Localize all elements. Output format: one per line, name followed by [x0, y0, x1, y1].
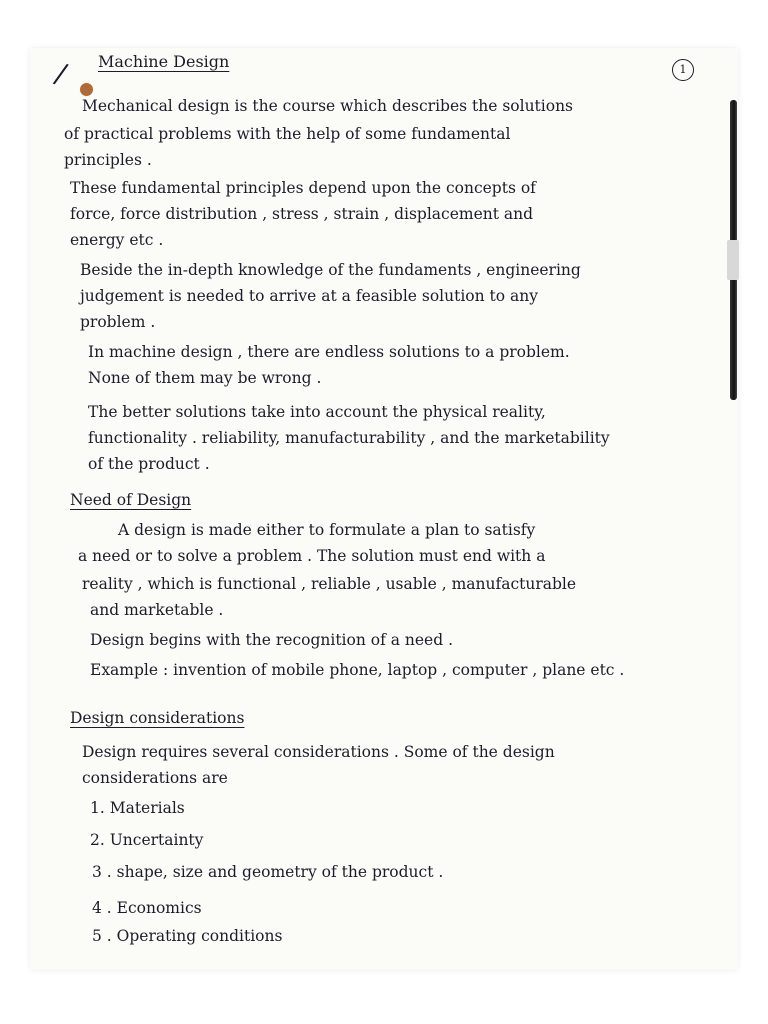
text-line: energy etc .	[70, 231, 164, 249]
punch-hole-dot	[80, 83, 93, 96]
text-line: Beside the in-depth knowledge of the fundaments , engineering	[80, 261, 581, 279]
text-line: considerations are	[82, 769, 228, 787]
text-line: None of them may be wrong .	[88, 369, 322, 387]
binder-clip-tip	[727, 240, 739, 280]
list-item: 1. Materials	[90, 799, 185, 817]
text-line: problem .	[80, 313, 156, 331]
text-line: of practical problems with the help of some fundamental	[64, 125, 511, 143]
page-title: Machine Design	[98, 52, 230, 71]
text-line: a need or to solve a problem . The solution must end with a	[78, 547, 546, 565]
text-line: The better solutions take into account the physical reality,	[88, 403, 546, 421]
list-item: 4 . Economics	[92, 899, 202, 917]
text-line: A design is made either to formulate a plan to satisfy	[118, 521, 536, 539]
text-line: force, force distribution , stress , strain , displacement and	[70, 205, 534, 223]
text-line: In machine design , there are endless solutions to a problem.	[88, 343, 570, 361]
list-item: 5 . Operating conditions	[92, 927, 283, 945]
text-line: These fundamental principles depend upon the concepts of	[70, 179, 536, 197]
section-heading-need-of-design: Need of Design	[70, 491, 192, 509]
list-item: 2. Uncertainty	[90, 831, 204, 849]
page-number: 1	[672, 59, 694, 81]
section-heading-design-considerations: Design considerations	[70, 709, 245, 727]
text-line: Mechanical design is the course which describes the solutions	[82, 97, 574, 115]
text-line: principles .	[64, 151, 152, 169]
text-line: functionality . reliability, manufacturability , and the marketability	[88, 429, 610, 447]
text-line: reality , which is functional , reliable , usable , manufacturable	[82, 575, 577, 593]
margin-mark: /	[51, 56, 71, 91]
text-line: Example : invention of mobile phone, laptop , computer , plane etc .	[90, 661, 625, 679]
text-line: and marketable .	[90, 601, 224, 619]
text-line: Design begins with the recognition of a need .	[90, 631, 454, 649]
list-item: 3 . shape, size and geometry of the product .	[92, 863, 444, 881]
text-line: Design requires several considerations . Some of the design	[82, 743, 555, 761]
text-line: of the product .	[88, 455, 210, 473]
text-line: judgement is needed to arrive at a feasible solution to any	[80, 287, 539, 305]
